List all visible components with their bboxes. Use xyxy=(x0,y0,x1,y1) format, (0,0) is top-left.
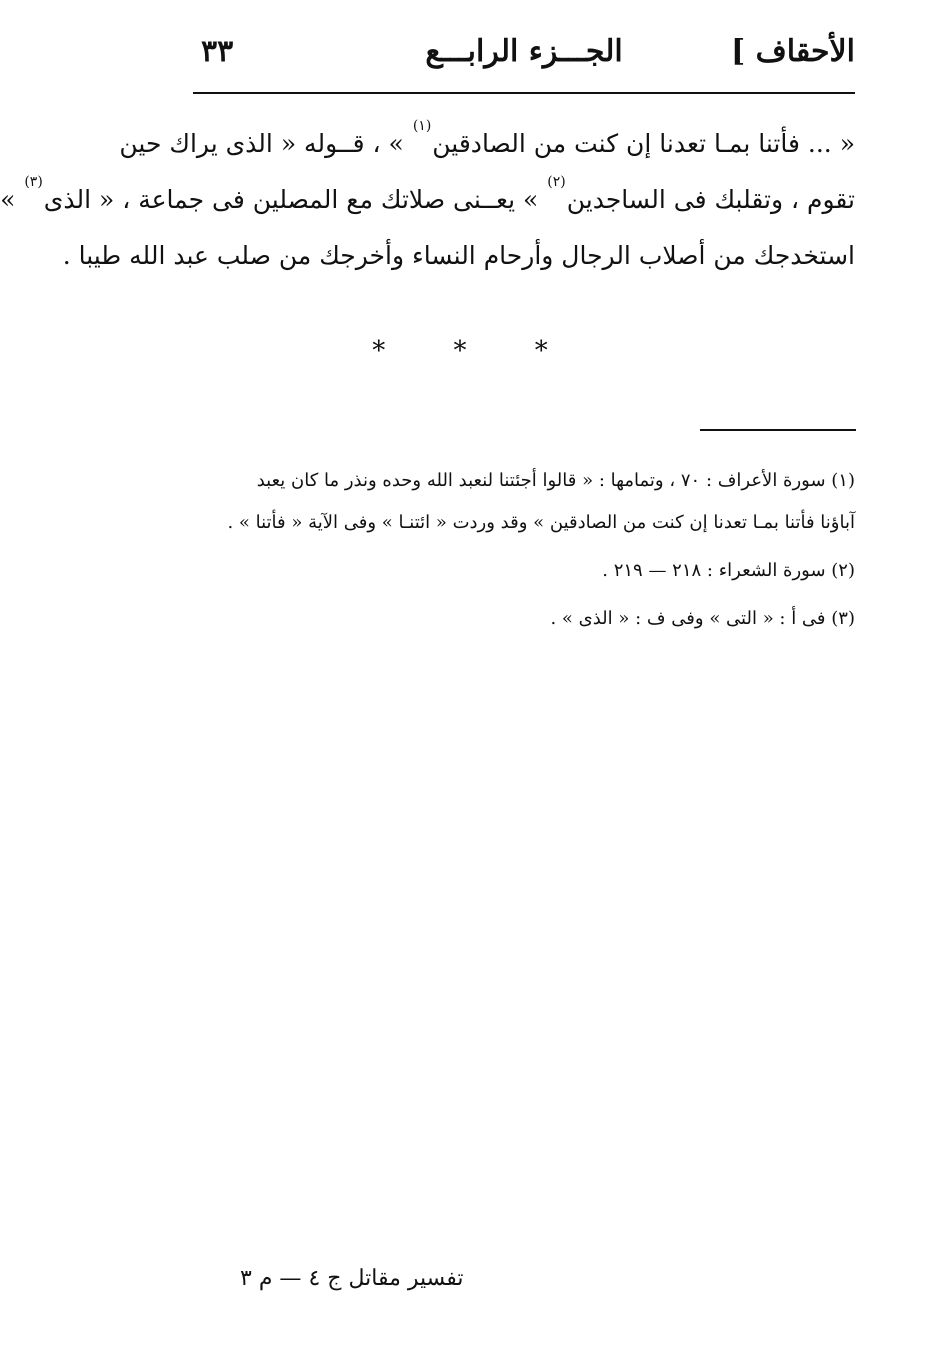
body-line-2 xyxy=(0,172,855,228)
header-rule xyxy=(193,92,855,94)
body-line-2-text-a: تقوم ، وتقلبك فى الساجدين xyxy=(566,185,855,214)
footnote-ref-2: (٢) xyxy=(547,174,566,190)
body-line-1 xyxy=(119,116,855,172)
footnotes xyxy=(193,460,855,646)
body-line-2-text-c: » xyxy=(0,185,24,214)
page-header xyxy=(193,30,855,88)
footnote-3: (٣) فى أ : « التى » وفى ف : « الذى » . xyxy=(550,608,855,629)
printer-signature: تفسير مقاتل ج ٤ — م ٣ xyxy=(240,1266,464,1291)
footnote-rule xyxy=(700,429,856,431)
body-line-1-text-b: » ، قــوله « الذى يراك حين xyxy=(119,129,412,158)
footnote-ref-3: (٣) xyxy=(24,174,43,190)
footnote-1-line-2: آباؤنا فأتنا بمـا تعدنا إن كنت من الصادقين » وقد وردت « ائتنـا » وفى الآية « فأتنا » . xyxy=(227,512,855,533)
part-title: الجـــزء الرابـــع xyxy=(425,34,623,69)
footnote-2: (٢) سورة الشعراء : ٢١٨ — ٢١٩ . xyxy=(602,560,855,581)
section-separator: * * * xyxy=(372,336,578,366)
body-line-1-text-a: « ... فأتنا بمـا تعدنا إن كنت من الصادقين xyxy=(432,129,855,158)
footnote-ref-1: (١) xyxy=(412,118,432,134)
body-text xyxy=(0,116,855,284)
footnote-1-line-1: (١) سورة الأعراف : ٧٠ ، وتمامها : « قالوا أجئتنا لنعبد الله وحده ونذر ما كان يعبد xyxy=(256,470,855,491)
body-line-3: استخدجك من أصلاب الرجال وأرحام النساء وأخرجك من صلب عبد الله طيبا . xyxy=(62,241,855,270)
body-line-2-text-b: » يعــنى صلاتك مع المصلين فى جماعة ، « الذى xyxy=(43,185,547,214)
surah-title: الأحقاف ] xyxy=(730,34,855,69)
page-number: ٣٣ xyxy=(201,34,234,69)
footnote-1 xyxy=(193,460,855,544)
